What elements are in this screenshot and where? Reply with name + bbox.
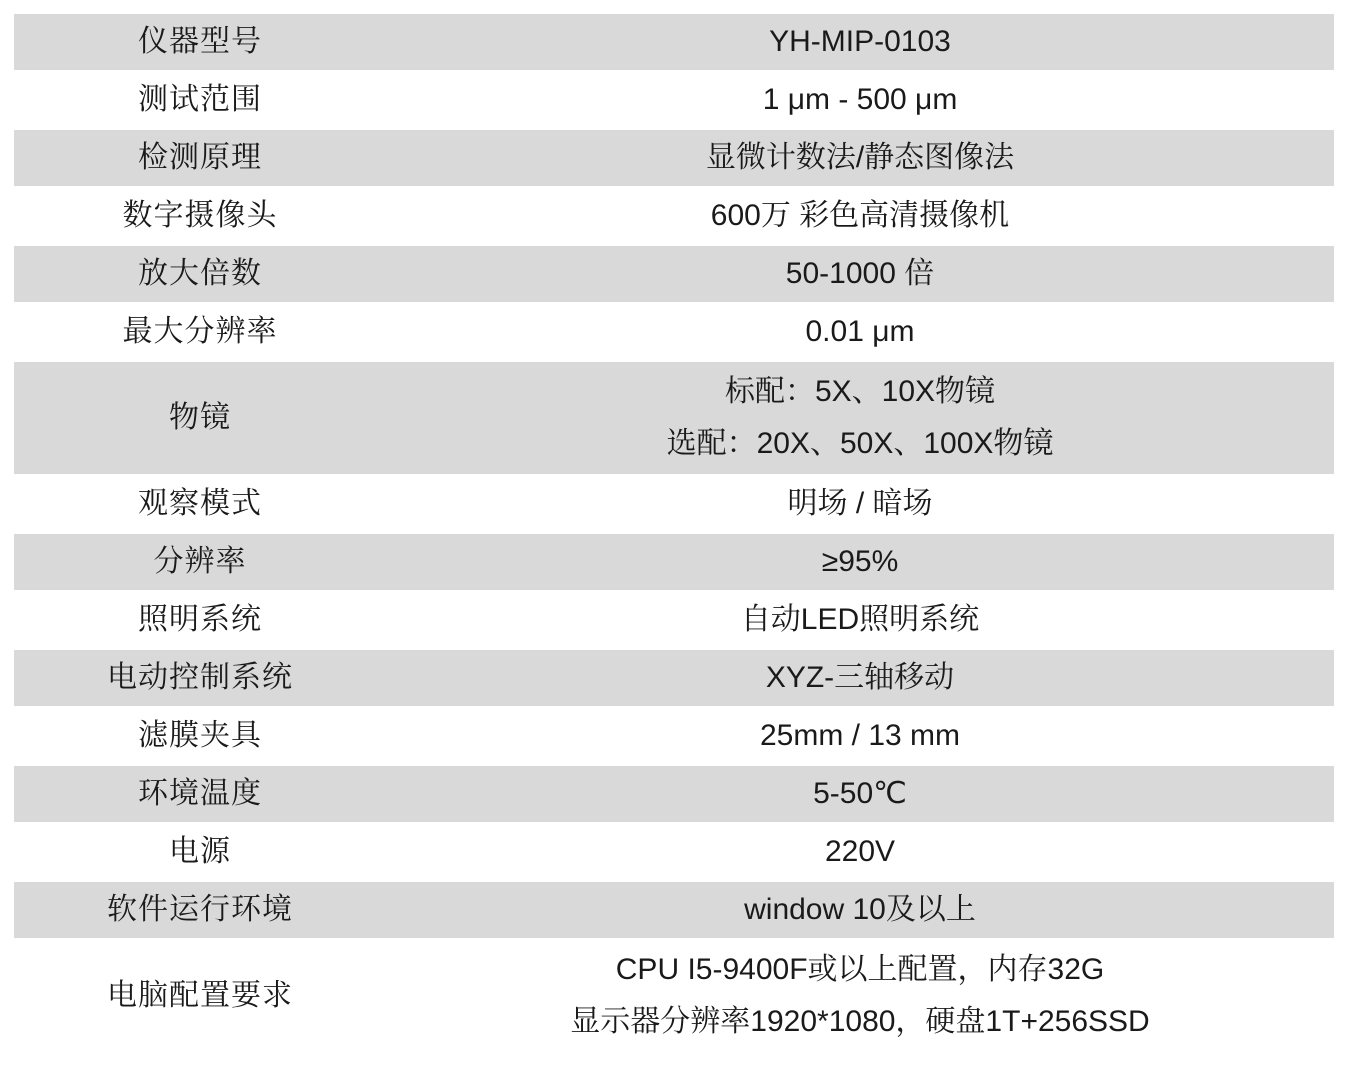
table-row [14, 824, 1334, 880]
spec-label: 观察模式 [14, 476, 386, 532]
spec-label: 电源 [14, 824, 386, 880]
spec-value-line: 自动LED照明系统 [740, 603, 980, 636]
spec-label: 照明系统 [14, 592, 386, 648]
spec-value-line: 25mm / 13 mm [759, 719, 961, 752]
spec-label: 检测原理 [14, 130, 386, 186]
spec-value-line: 1 μm - 500 μm [762, 83, 958, 116]
spec-label: 测试范围 [14, 72, 386, 128]
spec-value [386, 188, 1334, 244]
table-row [14, 304, 1334, 360]
spec-value-line: window 10及以上 [744, 893, 976, 926]
spec-value-line: 5-50℃ [813, 777, 907, 810]
spec-label: 仪器型号 [14, 14, 386, 70]
spec-value-line: 50-1000 倍 [785, 257, 935, 290]
spec-label: 滤膜夹具 [14, 708, 386, 764]
spec-value [386, 476, 1334, 532]
spec-value-line: XYZ-三轴移动 [765, 661, 955, 694]
spec-value-line: 显示器分辨率1920*1080，硬盘1T+256SSD [570, 1005, 1150, 1038]
spec-value [386, 534, 1334, 590]
spec-value [386, 362, 1334, 474]
spec-value-line: 220V [824, 835, 896, 868]
spec-value [386, 824, 1334, 880]
spec-value-line: 0.01 μm [805, 315, 915, 348]
table-row [14, 940, 1334, 1052]
spec-label: 数字摄像头 [14, 188, 386, 244]
spec-label: 环境温度 [14, 766, 386, 822]
spec-value [386, 650, 1334, 706]
table-row [14, 534, 1334, 590]
spec-value-line: 选配：20X、50X、100X物镜 [666, 427, 1054, 460]
spec-value-line: CPU I5-9400F或以上配置，内存32G [615, 953, 1105, 986]
table-row [14, 476, 1334, 532]
spec-value-line: 明场 / 暗场 [787, 487, 933, 520]
spec-value [386, 940, 1334, 1052]
spec-value-line: ≥95% [821, 545, 899, 578]
spec-value [386, 246, 1334, 302]
table-row [14, 246, 1334, 302]
spec-label: 放大倍数 [14, 246, 386, 302]
table-row [14, 72, 1334, 128]
table-row [14, 766, 1334, 822]
spec-value-line: 显微计数法/静态图像法 [705, 141, 1015, 174]
spec-value [386, 304, 1334, 360]
table-row [14, 650, 1334, 706]
table-row [14, 592, 1334, 648]
spec-value [386, 130, 1334, 186]
table-row [14, 14, 1334, 70]
table-row [14, 708, 1334, 764]
spec-label: 软件运行环境 [14, 882, 386, 938]
spec-label: 最大分辨率 [14, 304, 386, 360]
spec-table-body [14, 14, 1334, 1052]
table-row [14, 362, 1334, 474]
spec-value [386, 766, 1334, 822]
spec-value [386, 14, 1334, 70]
spec-label: 电脑配置要求 [14, 940, 386, 1052]
table-row [14, 130, 1334, 186]
spec-value-line: YH-MIP-0103 [769, 25, 951, 58]
spec-value-line: 标配：5X、10X物镜 [724, 375, 996, 408]
table-row [14, 188, 1334, 244]
spec-value [386, 882, 1334, 938]
spec-label: 分辨率 [14, 534, 386, 590]
spec-label: 物镜 [14, 362, 386, 474]
spec-value-line: 600万 彩色高清摄像机 [710, 199, 1010, 232]
table-row [14, 882, 1334, 938]
spec-value [386, 72, 1334, 128]
spec-table [14, 12, 1334, 1054]
spec-label: 电动控制系统 [14, 650, 386, 706]
spec-value [386, 592, 1334, 648]
spec-value [386, 708, 1334, 764]
